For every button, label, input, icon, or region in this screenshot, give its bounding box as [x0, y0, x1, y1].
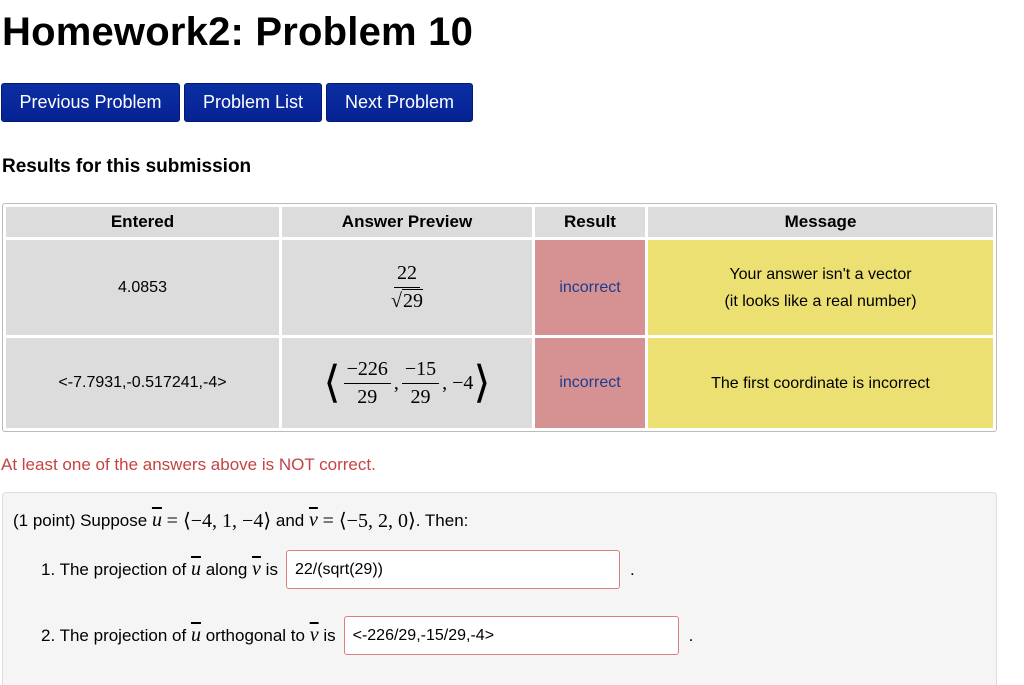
results-heading: Results for this submission: [2, 156, 252, 177]
answer-preview: [282, 240, 532, 335]
entered-value: 4.0853: [6, 240, 279, 335]
preview-numerator: −15: [402, 358, 439, 384]
header-answer-preview: Answer Preview: [282, 207, 532, 237]
preview-denominator: 29: [410, 385, 431, 408]
question-text: orthogonal to: [205, 625, 305, 645]
period-text: .: [629, 559, 635, 579]
problem-box: [2, 492, 997, 685]
results-table: [2, 203, 997, 432]
preview-component: −4: [452, 371, 474, 394]
question-text: is: [265, 559, 278, 579]
result-status: incorrect: [535, 240, 645, 335]
problem-statement: [13, 508, 468, 533]
intro-text: (1 point) Suppose: [13, 510, 148, 530]
and-text: and: [275, 510, 305, 530]
next-problem-button[interactable]: Next Problem: [326, 83, 473, 122]
table-row: [6, 338, 993, 428]
question-text: is: [323, 625, 336, 645]
vector-u-symbol: $\overline{u}$: [151, 509, 162, 531]
header-entered: Entered: [6, 207, 279, 237]
message-line: (it looks like a real number): [724, 292, 917, 310]
answer-input-2[interactable]: [344, 616, 679, 655]
vector-v-symbol: $\overline{v}$: [309, 624, 319, 646]
vector-v-symbol: $\overline{v}$: [308, 509, 318, 531]
entered-value: <-7.7931,-0.517241,-4>: [6, 338, 279, 428]
table-header-row: [6, 207, 993, 237]
vector-v-value: = ⟨−5, 2, 0⟩: [322, 510, 416, 532]
period-text: .: [688, 625, 694, 645]
problem-list-button[interactable]: Problem List: [184, 83, 322, 122]
preview-numerator: 22: [394, 262, 420, 288]
result-message: [648, 240, 993, 335]
question-1: [41, 550, 635, 589]
vector-u-value: = ⟨−4, 1, −4⟩: [166, 510, 272, 532]
question-text: along: [205, 559, 248, 579]
question-text: 1. The projection of: [41, 559, 187, 579]
page-title: Homework2: Problem 10: [2, 10, 474, 54]
vector-u-symbol: $\overline{u}$: [190, 558, 201, 580]
then-text: . Then:: [415, 510, 469, 530]
preview-denominator: 29: [402, 290, 423, 312]
message-line: Your answer isn't a vector: [729, 265, 912, 283]
table-row: [6, 240, 993, 335]
answer-preview: [282, 338, 532, 428]
header-result: Result: [535, 207, 645, 237]
result-message: The first coordinate is incorrect: [648, 338, 993, 428]
preview-denominator: 29: [357, 385, 378, 408]
answer-input-1[interactable]: [286, 550, 620, 589]
vector-v-symbol: $\overline{v}$: [252, 558, 261, 580]
preview-fraction: $\frac{22}{√29}$: [391, 262, 423, 312]
result-status: incorrect: [535, 338, 645, 428]
previous-problem-button[interactable]: Previous Problem: [1, 83, 180, 122]
question-2: [41, 616, 693, 655]
header-message: Message: [648, 207, 993, 237]
vector-u-symbol: $\overline{u}$: [190, 624, 201, 646]
preview-vector: ⟨ $\frac{-226}{29}$ , $\frac{-15}{29}$ , −4 ⟩: [323, 357, 491, 408]
question-text: 2. The projection of: [41, 625, 187, 645]
preview-numerator: −226: [344, 358, 391, 384]
problem-navigation: [1, 83, 473, 122]
status-message: At least one of the answers above is NOT correct.: [1, 455, 376, 474]
